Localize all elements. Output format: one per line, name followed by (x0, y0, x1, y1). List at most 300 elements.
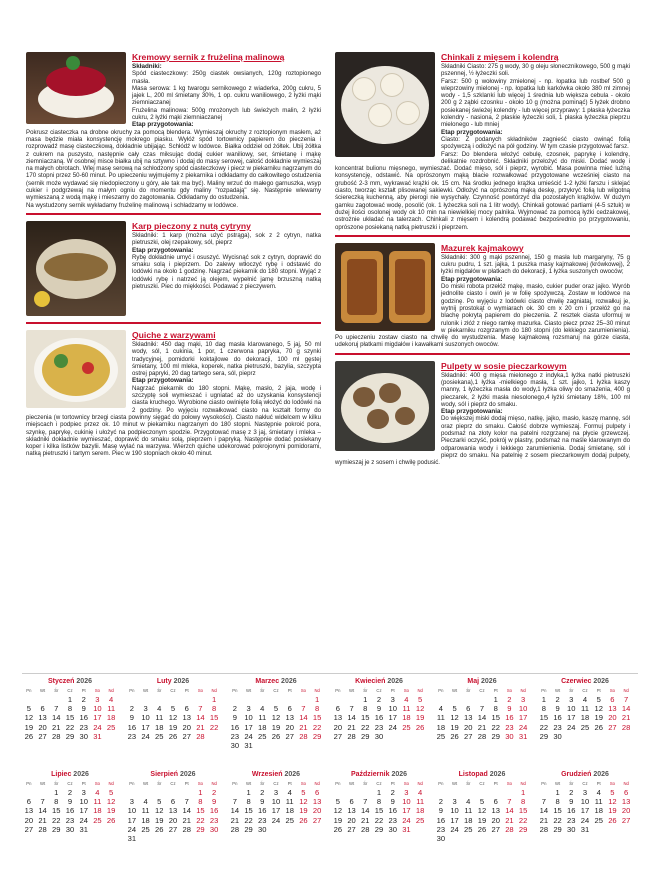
day-empty (461, 788, 475, 797)
weekday-label: Śr (157, 781, 162, 786)
day-cell: 19 (608, 806, 617, 816)
day-cell: 3 (129, 797, 134, 807)
day-empty (434, 788, 448, 797)
weekday-label: Śr (260, 688, 265, 693)
weekday-label: Wt (452, 781, 458, 786)
preparation-heading: Etap przygotowania: (132, 377, 194, 385)
weekday-header (22, 688, 118, 695)
weekday-header (228, 688, 324, 695)
day-cell: 21 (347, 722, 356, 732)
day-cell: 17 (567, 713, 576, 723)
day-cell: 27 (608, 722, 617, 732)
day-cell: 9 (81, 704, 86, 714)
right-column (335, 52, 630, 467)
month-label: Marzec (255, 678, 282, 685)
weekday-label: Śr (466, 688, 471, 693)
day-cell: 15 (52, 806, 61, 816)
day-cell: 18 (285, 806, 294, 816)
day-cell: 13 (285, 713, 294, 723)
section-divider (26, 322, 321, 324)
day-cell: 29 (312, 731, 322, 741)
day-empty (537, 788, 551, 797)
weekday-label: Śr (363, 688, 368, 693)
day-empty (125, 695, 139, 704)
day-empty (283, 695, 297, 704)
month-year: 2026 (173, 678, 190, 685)
day-cell: 23 (127, 731, 137, 741)
day-cell: 20 (312, 806, 322, 816)
day-cell: 1 (363, 695, 368, 704)
ingredients-frużelina: Frużelina malinowa: 500g mrożonych lub świeżych malin, 2 łyżki cukru, 2 łyżki mąki ziemniaczanej (132, 106, 321, 122)
day-cell: 19 (24, 722, 34, 732)
day-cell: 16 (79, 713, 88, 723)
preparation-text: Pokrusz ciasteczka na drobne okruchy za pomocą blendera. Wymieszaj okruchy z roztopionym masłem, aż masa będzie miała konsystencję mokrego piasku. Wyłóż spód tortownicy papierem do pieczenia i rozprowadź masę ciasteczkową, dokładnie ubijając. Schłódź w lodówce. Białka oddziel od żółtek. Ubij żółtka z cukrem na puszysto, następnie cały czas miksując dodaj cukier waniliowy, ser, śmietanę i mąkę ziemniaczaną. W osobnej misce białka ubij na sztywno i dodaj do masy serowej, całość dokładnie wymieszaj na małych obrotach. Wlej masę serową na schłodzony spód ciasteczkowy i piecz w piekarniku nagrzanym do 170 stopni przez 50-60 minut. Po upieczeniu wyjmujemy z piekarnika i odkładamy do całkowitego ostudzenia (sernik może wydawać się niedopieczony u góry, ale tak ma być). Maliny wrzuć do małego garnuszka, wsyp cukier i podgrzewaj na małym ogniu do momentu gdy maliny "rozpadają" się. Następnie wlewamy wymieszaną z wodą mąkę i mieszamy do zagotowania. Odkładamy do ostudzenia. (26, 128, 321, 202)
weekday-label: Cz (479, 688, 485, 693)
day-cell: 17 (388, 713, 397, 723)
day-empty (152, 695, 166, 704)
day-cell: 23 (65, 815, 75, 825)
month-name (331, 678, 427, 688)
day-cell: 3 (404, 788, 409, 797)
day-cell: 21 (361, 815, 370, 825)
day-cell: 3 (452, 797, 457, 807)
day-grid (228, 695, 324, 750)
month-label: Październik (350, 771, 392, 778)
day-cell: 22 (539, 722, 549, 732)
day-empty (448, 695, 462, 704)
day-cell: 20 (608, 713, 617, 723)
day-cell: 3 (569, 695, 574, 704)
day-cell: 17 (93, 713, 102, 723)
day-cell: 15 (244, 806, 253, 816)
weekday-label: So (609, 688, 615, 693)
day-cell: 5 (418, 695, 423, 704)
day-cell: 13 (168, 806, 178, 816)
day-cell: 16 (230, 722, 240, 732)
recipe-title: Kremowy sernik z frużeliną malinową (132, 52, 285, 62)
day-cell: 10 (79, 797, 88, 807)
day-cell: 1 (67, 695, 73, 704)
day-cell: 13 (347, 806, 356, 816)
ingredients-base: Spód ciasteczkowy: 250g ciastek owsianych, 120g roztopionego masła. (132, 70, 321, 85)
day-cell: 23 (505, 722, 514, 732)
day-cell: 31 (402, 824, 411, 834)
day-cell: 13 (333, 713, 343, 723)
preparation-text: Do miski robota przełóż mąkę, masło, cukier puder oraz jajko. Wyrób jednolite ciasto i owiń je w folię spożywczą. Zostaw w lodówce na godzinę. Po wyjęciu z lodówki ciasto chwilę zagniataj, rozwałkuj je, wytnij prostokąt o wymiarach ok. 30 cm x 20 cm i przełóż go na blachę pokrytą papierem do pieczenia. Z resztek ciasta uformuj w rulonik i złóż z niego ramkę mazurka. Ciasto piecz przez 25–30 minut w piekarniku rozgrzanym do 180 stopni (do lekkiego zarumienienia). Po upieczeniu zostaw ciasto na chwilę do wystudzenia. Masę kajmakową rozsmaruj na górze ciasta, udekoruj płatkami migdałów i kawałkami suszonych owoców. (335, 283, 630, 349)
day-cell: 6 (40, 704, 45, 714)
weekday-label: Nd (623, 781, 629, 786)
day-cell: 31 (580, 824, 590, 834)
day-cell: 6 (466, 704, 471, 714)
day-empty (22, 695, 36, 704)
day-cell: 28 (230, 824, 240, 834)
day-empty (345, 695, 359, 704)
preparation-heading: Etap przygotowania: (441, 408, 503, 416)
day-cell: 23 (209, 815, 219, 825)
day-cell: 27 (491, 824, 500, 834)
weekday-label: Pn (541, 781, 547, 786)
day-cell: 17 (271, 806, 281, 816)
day-cell: 9 (569, 797, 574, 807)
day-cell: 24 (402, 815, 411, 825)
day-cell: 15 (209, 713, 219, 723)
weekday-label: Cz (582, 781, 588, 786)
day-cell: 2 (569, 788, 574, 797)
day-cell: 24 (141, 731, 150, 741)
weekday-label: Pn (335, 688, 341, 693)
day-cell: 5 (335, 797, 340, 807)
day-cell: 29 (361, 731, 370, 741)
weekday-header (434, 688, 530, 695)
day-cell: 12 (415, 704, 425, 714)
day-cell: 3 (582, 788, 588, 797)
day-cell: 25 (155, 731, 164, 741)
day-cell: 24 (127, 824, 137, 834)
day-cell: 25 (93, 815, 102, 825)
day-cell: 25 (464, 824, 473, 834)
weekday-label: Wt (40, 688, 46, 693)
day-cell: 27 (24, 824, 34, 834)
day-cell: 14 (477, 713, 487, 723)
day-cell: 18 (141, 815, 150, 825)
day-cell: 30 (388, 824, 397, 834)
day-cell: 12 (608, 797, 617, 807)
day-cell: 27 (312, 815, 322, 825)
day-cell: 5 (452, 704, 457, 714)
recipe-karp (26, 221, 321, 318)
day-cell: 17 (79, 806, 88, 816)
day-cell: 21 (539, 815, 549, 825)
day-cell: 4 (438, 704, 443, 714)
day-cell: 28 (539, 824, 549, 834)
day-cell: 25 (436, 731, 446, 741)
day-cell: 8 (67, 704, 73, 714)
day-cell: 30 (258, 824, 267, 834)
carp-image (26, 221, 126, 316)
day-cell: 25 (285, 815, 294, 825)
weekday-label: Cz (67, 781, 73, 786)
month-year: 2026 (180, 771, 196, 778)
preparation-text: Nagrzać piekarnik do 180 stopni. Mąkę, masło, 2 jaja, wodę i szczyptę soli wymieszać i ugniatać aż do uzyskania konsystencji ciasta kruchego. Wyrobione ciasto owinięte folią włożyć do lodówki na 2 godziny. Po wyjęciu rozwałkować ciasto na kształt formy do pieczenia (w tortownicy brzegi ciasta powinny sięgać do połowy wysokości). Ciasto nakłuć widelcem w kilku miejscach i podpiec przez ok. 10 minut w piekarniku nagrzanym do 180 stopni. Następnie pokroić pora, szynkę, paprykę, cukinię i ułożyć na podpieczonym spodzie. Przygotować masę z 3 jaj, śmietany i mleka – składniki dokładnie wymieszać, doprawić do smaku solą, pieprzem i papryką. Następnie dodać posiekany koper i kilka listków bazylii. Masę wylać na warzywa. Wierzch quiche udekorować pokrojonymi pomidorami, natką pietruszki i tartym serem. Piec w 190 stopniach około 40 minut. (26, 384, 321, 458)
weekday-label: Śr (466, 781, 471, 786)
recipe-mazurek (335, 243, 630, 349)
day-cell: 12 (155, 806, 164, 816)
weekday-label: Pn (129, 688, 135, 693)
day-grid (537, 695, 633, 741)
recipe-title: Mazurek kajmakowy (441, 242, 524, 253)
day-cell: 27 (168, 824, 178, 834)
weekday-label: Cz (170, 781, 176, 786)
day-cell: 11 (93, 797, 102, 807)
weekday-label: Nd (623, 688, 629, 693)
day-cell: 8 (212, 704, 217, 714)
day-empty (255, 695, 269, 704)
weekday-label: Nd (520, 781, 526, 786)
day-cell: 14 (182, 806, 191, 816)
day-cell: 21 (52, 722, 61, 732)
day-cell: 11 (155, 713, 164, 723)
weekday-label: So (506, 688, 512, 693)
preparation-heading: Etap przygotowania: (441, 275, 503, 283)
day-grid (434, 695, 530, 741)
day-cell: 14 (621, 704, 631, 714)
day-cell: 23 (230, 731, 240, 741)
day-grid (125, 788, 221, 843)
weekday-label: So (506, 781, 512, 786)
day-cell: 13 (182, 713, 191, 723)
day-cell: 10 (402, 797, 411, 807)
day-cell: 28 (38, 824, 47, 834)
day-cell: 22 (374, 815, 384, 825)
day-cell: 22 (518, 815, 528, 825)
day-cell: 5 (479, 797, 485, 807)
weekday-label: Pn (232, 781, 238, 786)
weekday-header (125, 688, 221, 695)
day-empty (180, 695, 194, 704)
day-cell: 22 (361, 722, 370, 732)
month-year: 2026 (481, 678, 497, 685)
day-cell: 29 (52, 824, 61, 834)
day-cell: 9 (555, 704, 560, 714)
ingredients-cheese: Masa serowa: 1 kg twarogu sernikowego z wiaderka, 200g cukru, 5 jajek L, 200 ml śmietany 30%, 1 op. cukru waniliowego, 2 łyżki mąki ziemniaczanej (132, 84, 321, 107)
day-cell: 25 (594, 815, 603, 825)
month-label: Lipiec (51, 771, 74, 778)
day-cell: 15 (491, 713, 500, 723)
day-cell: 20 (491, 815, 500, 825)
month-label: Czerwiec (561, 678, 594, 685)
day-cell: 31 (79, 824, 88, 834)
day-cell: 26 (477, 824, 487, 834)
weekday-label: Pt (81, 781, 86, 786)
day-cell: 14 (505, 806, 514, 816)
weekday-label: Cz (376, 781, 382, 786)
weekday-label: So (94, 688, 100, 693)
day-cell: 20 (347, 815, 356, 825)
day-cell: 2 (438, 797, 443, 807)
day-cell: 5 (26, 704, 31, 714)
day-cell: 18 (464, 815, 473, 825)
day-cell: 15 (196, 806, 205, 816)
month-year: 2026 (593, 678, 609, 685)
weekday-header (228, 781, 324, 788)
day-cell: 16 (65, 806, 75, 816)
day-cell: 18 (402, 713, 411, 723)
day-cell: 19 (106, 806, 116, 816)
month-year: 2026 (281, 678, 297, 685)
day-cell: 2 (212, 788, 217, 797)
day-cell: 7 (624, 695, 629, 704)
day-cell: 17 (244, 722, 253, 732)
day-cell: 23 (388, 815, 397, 825)
day-grid (434, 788, 530, 843)
day-empty (345, 788, 359, 797)
day-empty (475, 788, 489, 797)
day-cell: 15 (518, 806, 528, 816)
weekday-label: Śr (363, 781, 368, 786)
month-year: 2026 (593, 771, 609, 778)
weekday-label: Nd (211, 688, 217, 693)
month-name (228, 678, 324, 688)
month-label: Maj (467, 678, 482, 685)
day-cell: 18 (580, 713, 590, 723)
month-label: Sierpień (150, 771, 180, 778)
day-cell: 7 (507, 797, 512, 807)
day-empty (448, 788, 462, 797)
day-cell: 20 (464, 722, 473, 732)
day-cell: 30 (209, 824, 219, 834)
weekday-label: Śr (54, 781, 59, 786)
day-cell: 12 (168, 713, 178, 723)
day-empty (475, 695, 489, 704)
day-cell: 2 (232, 704, 237, 714)
day-empty (194, 695, 208, 704)
day-cell: 21 (182, 815, 191, 825)
day-cell: 10 (127, 806, 137, 816)
preparation-end: Na wystudzony sernik wykładamy frużelinę malinową i schładzamy w lodówce. (26, 201, 239, 209)
recipe-sernik (26, 52, 321, 209)
day-cell: 1 (246, 788, 251, 797)
day-cell: 3 (95, 695, 100, 704)
day-cell: 1 (541, 695, 546, 704)
day-cell: 8 (493, 704, 498, 714)
weekday-label: Pt (81, 688, 86, 693)
weekday-label: Nd (211, 781, 217, 786)
day-cell: 24 (244, 731, 253, 741)
day-cell: 16 (436, 815, 446, 825)
day-cell: 4 (466, 797, 471, 807)
day-cell: 29 (196, 824, 205, 834)
day-cell: 3 (246, 704, 251, 714)
month-6 (537, 678, 633, 741)
day-cell: 15 (312, 713, 322, 723)
month-8 (125, 771, 221, 843)
weekday-label: Nd (108, 781, 114, 786)
day-cell: 8 (521, 797, 526, 807)
day-cell: 5 (109, 788, 114, 797)
day-cell: 11 (581, 704, 589, 714)
day-cell: 5 (157, 797, 162, 807)
day-cell: 27 (333, 731, 343, 741)
weekday-label: Cz (479, 781, 485, 786)
recipe-title: Chinkali z mięsem i kolendrą (441, 52, 559, 62)
day-cell: 31 (127, 834, 137, 844)
ingredients-text: Składniki: 450 dag mąki, 10 dag masła klarowanego, 5 jaj, 50 ml wody, sól, 1 cukinia, 1 por, 1 czerwona papryka, 70 g szynki tradycyjnej, pomidorki koktajlowe do dekoracji, 100 ml gęstej śmietany, 100 ml mleka, koperek, natka pietruszki, bazylia, szczypta ostrej papryki, 20 dag tartego sera, sól, pieprz (132, 340, 321, 378)
weekday-label: Pt (596, 688, 601, 693)
weekday-label: Pt (390, 688, 395, 693)
day-cell: 14 (230, 806, 240, 816)
day-cell: 22 (52, 815, 61, 825)
day-cell: 28 (505, 824, 514, 834)
month-11 (434, 771, 530, 843)
day-cell: 24 (79, 815, 88, 825)
month-name (434, 678, 530, 688)
day-cell: 3 (81, 788, 86, 797)
day-cell: 18 (106, 713, 116, 723)
day-empty (180, 788, 194, 797)
day-cell: 18 (155, 722, 164, 732)
day-cell: 16 (567, 806, 576, 816)
day-cell: 26 (333, 824, 343, 834)
day-cell: 25 (106, 722, 116, 732)
day-cell: 15 (361, 713, 370, 723)
day-grid (22, 695, 118, 741)
weekday-label: Pn (541, 688, 547, 693)
day-empty (125, 788, 139, 797)
day-cell: 25 (415, 815, 425, 825)
recipe-quiche (26, 330, 321, 458)
day-cell: 28 (477, 731, 487, 741)
day-cell: 29 (244, 824, 253, 834)
day-cell: 7 (349, 704, 354, 714)
day-cell: 29 (65, 731, 75, 741)
day-cell: 2 (67, 788, 73, 797)
day-cell: 24 (93, 722, 102, 732)
month-3 (228, 678, 324, 750)
month-12 (537, 771, 633, 834)
recipe-title: Karp pieczony z nutą cytryny (132, 220, 251, 231)
day-cell: 15 (553, 806, 562, 816)
day-cell: 26 (594, 722, 603, 732)
day-cell: 20 (24, 815, 34, 825)
weekday-header (537, 781, 633, 788)
day-cell: 6 (170, 797, 176, 807)
day-cell: 24 (271, 815, 281, 825)
day-cell: 19 (333, 815, 343, 825)
day-cell: 5 (170, 704, 176, 714)
day-cell: 2 (260, 788, 265, 797)
day-cell: 10 (567, 704, 576, 714)
weekday-label: So (609, 781, 615, 786)
day-cell: 9 (260, 797, 265, 807)
day-cell: 25 (141, 824, 150, 834)
day-cell: 11 (258, 713, 267, 723)
day-cell: 1 (54, 788, 59, 797)
day-cell: 21 (299, 722, 308, 732)
day-empty (242, 695, 256, 704)
ingredients-text: Składniki: 300 g mąki pszennej, 150 g masła lub margaryny, 75 g cukru pudru, 1 szt. jajka, 1 puszka masy kajmakowej (krówkowej), 2 łyżki migdałów w płatkach do dekoracji, 1 łyżka suszonych owoców; (441, 253, 630, 276)
day-cell: 31 (244, 741, 253, 751)
weekday-label: Pn (232, 688, 238, 693)
day-empty (139, 788, 153, 797)
month-name (537, 771, 633, 781)
day-cell: 4 (109, 695, 114, 704)
day-cell: 8 (555, 797, 560, 807)
day-cell: 9 (129, 713, 134, 723)
day-cell: 6 (26, 797, 31, 807)
day-empty (22, 788, 36, 797)
day-cell: 15 (374, 806, 384, 816)
weekday-label: Pt (596, 781, 601, 786)
day-cell: 24 (518, 722, 528, 732)
day-cell: 23 (258, 815, 267, 825)
day-cell: 11 (141, 806, 150, 816)
day-cell: 8 (315, 704, 320, 714)
day-cell: 8 (376, 797, 382, 807)
day-cell: 3 (521, 695, 526, 704)
day-cell: 28 (52, 731, 61, 741)
day-cell: 13 (38, 713, 47, 723)
day-cell: 19 (450, 722, 459, 732)
weekday-header (537, 688, 633, 695)
day-cell: 6 (315, 788, 320, 797)
ingredients-text: Składniki: 400 g mięsa mielonego z indyka,1 łyżka natki pietruszki (posiekana),1 łyżka -mielkiego masła, 1 szt. jajko, 1 łyżka kaszy manny, 1 łyżeczka masła do wody,1 łyżka oliwy do smażenia, 400 g pieczarek, 2 łyżki masła niesolonego,4 łyżki śmietany 18%, 100 ml wody, sól i pieprz do smaku. (441, 371, 630, 408)
day-cell: 9 (212, 797, 217, 807)
day-empty (49, 695, 63, 704)
weekday-header (22, 781, 118, 788)
month-label: Luty (156, 678, 174, 685)
day-cell: 13 (464, 713, 473, 723)
weekday-label: So (403, 688, 409, 693)
